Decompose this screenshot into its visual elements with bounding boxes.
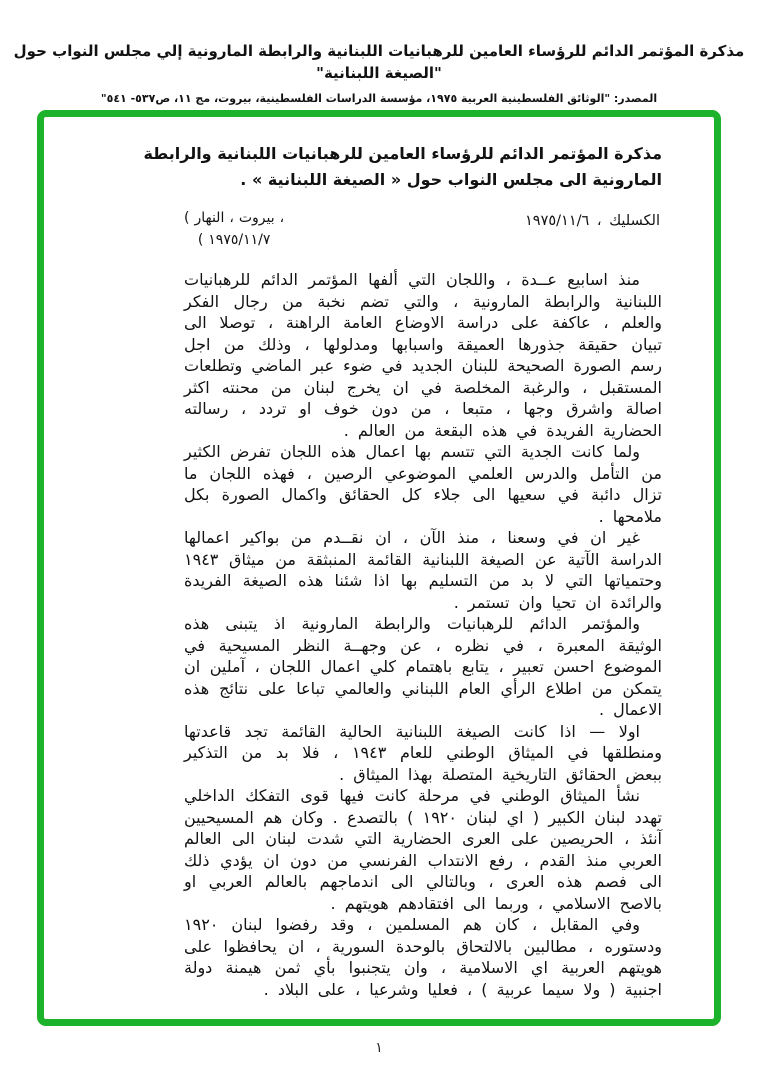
dateline-place-date: الكسليك ، ١٩٧٥/١١/٦ bbox=[525, 213, 660, 229]
header-source: المصدر: "الوثائق الفلسطينية العربية ١٩٧٥، مؤسسة الدراسات الفلسطينية، بيروت، مج ١١، ص٥٣٧- ٥٤١" bbox=[100, 92, 658, 105]
citation-line-2 bbox=[184, 229, 284, 251]
citation-token: بيروت bbox=[238, 210, 275, 226]
citation-token: ( bbox=[197, 232, 204, 248]
citation-token: النهار bbox=[194, 210, 225, 226]
citation-token: ، bbox=[279, 210, 285, 226]
citation-token: ( bbox=[184, 210, 190, 226]
paragraph-2: ولما كانت الجدية التي تتسم بها اعمال هذه اللجان تفرض الكثير من التأمل والدرس العلمي الموضوعي الرصين ، فهذه اللجان ما تزال دائبة في سعيها الى جلاء كل الحقائق واكمال الصورة بكل ملامحها . bbox=[184, 442, 662, 526]
paragraph-4: والمؤتمر الدائم للرهبانيات والرابطة المارونية اذ يتبنى هذه الوثيقة المعبرة ، في نظره ، عن وجهــة النظر المسيحية في الموضوع احسن تعبير ، يتابع باهتمام كلي اعمال اللجان ، آملين ان يتمكن من اطلاع الرأي العام اللبناني والعالمي تباعا على نتائج هذه الاعمال . bbox=[184, 614, 662, 719]
paragraph-1: منذ اسابيع عــدة ، واللجان التي ألفها المؤتمر الدائم للرهبانيات اللبنانية والرابطة المارونية ، والتي تضم نخبة من رجال الفكر والعلم ، عاكفة على دراسة الاوضاع العامة الراهنة ، توصلا الى تبيان حقيقة جذورها العميقة واسبابها ومدلولها ، وذلك من اجل رسم الصورة الصحيحة للبنان الجديد في ضوء عبر الماضي وتطلعات المستقبل ، والرغبة المخلصة في ان يخرج لبنان من محنته اكثر اصالة واشرق وجها ، متبعا ، من دون خوف او تردد ، رسالته الحضارية الفريدة في هذه البقعة من العالم . bbox=[184, 270, 662, 440]
doc-title bbox=[143, 141, 662, 193]
header-title: مذكرة المؤتمر الدائم للرؤساء العامين للرهبانيات اللبنانية والرابطة المارونية إلي مجلس النواب حول "الصيغة اللبنانية" bbox=[13, 42, 745, 82]
paragraph-7: وفي المقابل ، كان هم المسلمين ، وقد رفضوا لبنان ١٩٢٠ ودستوره ، مطالبين بالالتحاق بالوحدة السورية ، ان يحافظوا على هويتهم العربية اي الاسلامية ، وان يتجنبوا بأي ثمن هيمنة دولة اجنبية ( ولا سيما عربية ) ، فعليا وشرعيا ، على البلاد . bbox=[184, 915, 662, 999]
page-number: ١ bbox=[375, 1040, 383, 1056]
newspaper-citation bbox=[184, 207, 284, 251]
page-header bbox=[8, 40, 750, 107]
doc-title-line-2: المارونية الى مجلس النواب حول « الصيغة اللبنانية » . bbox=[240, 170, 662, 189]
paragraph-6: نشأ الميثاق الوطني في مرحلة كانت فيها قوى التفكك الداخلي تهدد لبنان الكبير ( اي لبنان ١٩٢٠ ) بالتصدع . وكان هم المسيحيين آنئذ ، الحريصين على العرى الحضارية التي شدت لبنان الى العالم العربي منذ القدم ، رفع الانتداب الفرنسي من دون ان يؤدي ذلك الى فصم هذه العرى ، وبالتالي الى اندماجهم بالعالم العربي او بالاصح الاسلامي ، وربما الى افتقادهم هويتهم . bbox=[184, 786, 662, 913]
paragraph-3: غير ان في وسعنا ، منذ الآن ، ان نقــدم من بواكير اعمالها الدراسة الآتية عن الصيغة اللبنانية القائمة المنبثقة من ميثاق ١٩٤٣ وحتمياتها التي لا بد من التسليم بها اذا شئنا هذه الصيغة الفريدة والرائدة ان تحيا وان تستمر . bbox=[184, 528, 662, 612]
paragraph-5: اولا — اذا كانت الصيغة اللبنانية الحالية القائمة تجد قاعدتها ومنطلقها في الميثاق الوطني للعام ١٩٤٣ ، فلا بد من التذكير ببعض الحقائق التاريخية المتصلة بهذا الميثاق . bbox=[184, 721, 662, 784]
citation-token: ، bbox=[229, 210, 234, 226]
document-content bbox=[143, 141, 662, 1000]
citation-line-1 bbox=[184, 207, 284, 229]
citation-token: ١٩٧٥/١١/٧ bbox=[208, 232, 271, 248]
doc-title-line-1: مذكرة المؤتمر الدائم للرؤساء العامين للرهبانيات اللبنانية والرابطة bbox=[143, 144, 662, 163]
dateline bbox=[184, 207, 662, 261]
document-frame bbox=[37, 110, 721, 1026]
doc-body bbox=[184, 269, 662, 1000]
